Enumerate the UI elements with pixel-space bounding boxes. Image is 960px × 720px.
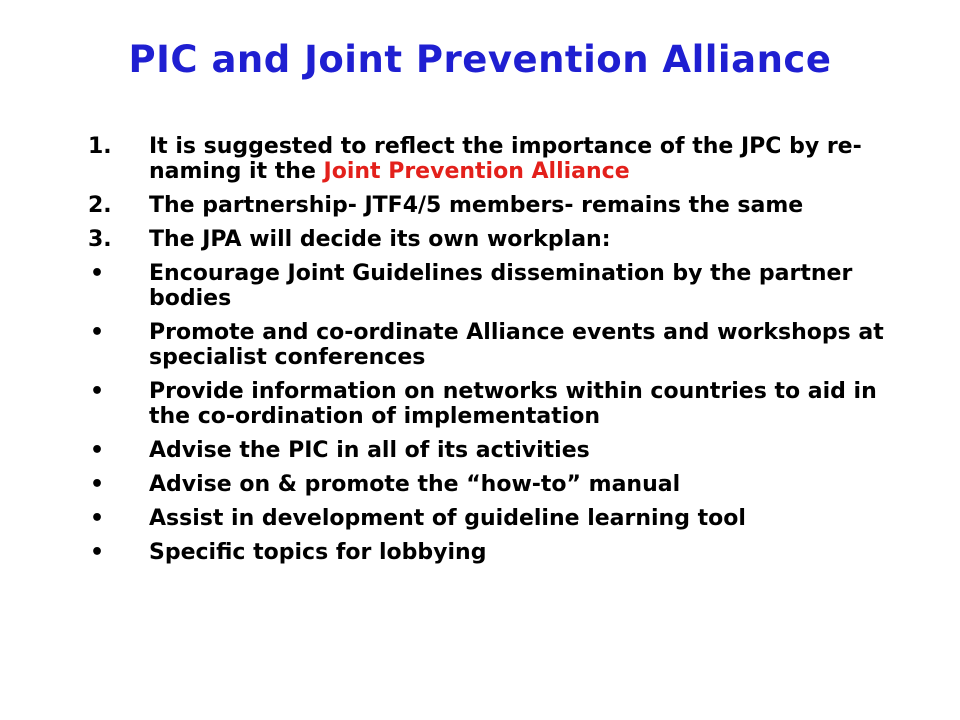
numbered-item (88, 193, 888, 218)
item-text: Promote and co-ordinate Alliance events and workshops at specialist conferences (149, 320, 884, 370)
bullet-item (88, 261, 888, 311)
item-text: Provide information on networks within countries to aid in the co-ordination of implementation (149, 379, 877, 429)
bullet-item (88, 540, 888, 565)
bullet-icon: • (90, 540, 105, 565)
bullet-icon: • (90, 506, 105, 531)
item-number: 1. (88, 134, 112, 159)
highlighted-term: Joint Prevention Alliance (323, 159, 630, 184)
item-text: Specific topics for lobbying (149, 540, 487, 565)
bullet-item (88, 438, 888, 463)
item-text: Advise on & promote the “how-to” manual (149, 472, 681, 497)
slide-title: PIC and Joint Prevention Alliance (128, 38, 832, 81)
item-text: Advise the PIC in all of its activities (149, 438, 590, 463)
bullet-icon: • (90, 320, 105, 345)
bullet-item (88, 506, 888, 531)
item-text: It is suggested to reflect the importance of the JPC by re-naming it the (149, 134, 862, 184)
bullet-icon: • (90, 472, 105, 497)
item-text: The partnership- JTF4/5 members- remains the same (149, 193, 804, 218)
bullet-item (88, 472, 888, 497)
numbered-item (88, 227, 888, 252)
slide-content-list (88, 134, 888, 574)
bullet-icon: • (90, 438, 105, 463)
item-text: Assist in development of guideline learning tool (149, 506, 746, 531)
bullet-icon: • (90, 261, 105, 286)
item-text: The JPA will decide its own workplan: (149, 227, 611, 252)
numbered-item (88, 134, 888, 184)
bullet-item (88, 379, 888, 429)
item-number: 2. (88, 193, 112, 218)
item-number: 3. (88, 227, 112, 252)
bullet-icon: • (90, 379, 105, 404)
bullet-item (88, 320, 888, 370)
item-text: Encourage Joint Guidelines dissemination by the partner bodies (149, 261, 853, 311)
